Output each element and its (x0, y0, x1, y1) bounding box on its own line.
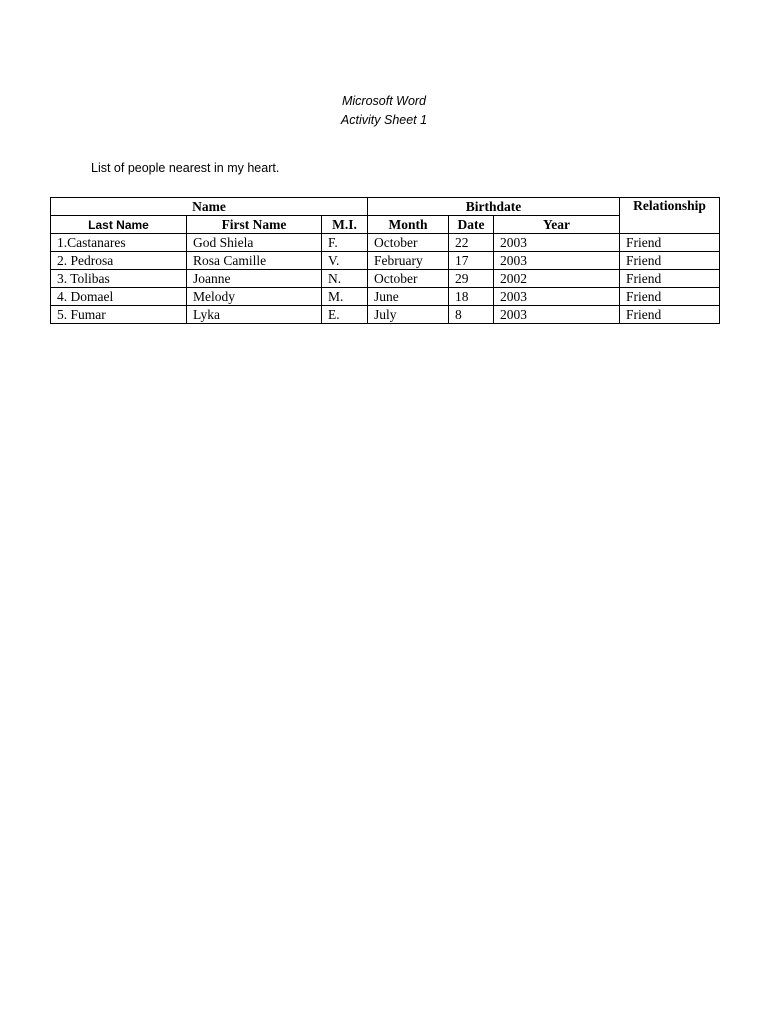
first-name-cell: God Shiela (187, 234, 322, 252)
relationship-cell: Friend (620, 288, 720, 306)
relationship-cell: Friend (620, 234, 720, 252)
month-cell: February (368, 252, 449, 270)
mi-header: M.I. (322, 216, 368, 234)
last-name-cell: 4. Domael (51, 288, 187, 306)
relationship-cell: Friend (620, 270, 720, 288)
year-cell: 2002 (494, 270, 620, 288)
last-name-header: Last Name (51, 216, 187, 234)
month-cell: June (368, 288, 449, 306)
table-row (51, 234, 720, 252)
relationship-header: Relationship (620, 198, 720, 234)
first-name-header: First Name (187, 216, 322, 234)
table-row (51, 270, 720, 288)
document-subtitle: Activity Sheet 1 (340, 113, 428, 127)
date-cell: 17 (449, 252, 494, 270)
relationship-cell: Friend (620, 252, 720, 270)
date-cell: 18 (449, 288, 494, 306)
month-cell: July (368, 306, 449, 324)
people-table (50, 197, 720, 324)
mi-cell: F. (322, 234, 368, 252)
date-cell: 22 (449, 234, 494, 252)
intro-text: List of people nearest in my heart. (91, 161, 280, 175)
year-cell: 2003 (494, 288, 620, 306)
mi-cell: V. (322, 252, 368, 270)
last-name-cell: 3. Tolibas (51, 270, 187, 288)
month-cell: October (368, 270, 449, 288)
document-title: Microsoft Word (341, 94, 427, 108)
mi-cell: N. (322, 270, 368, 288)
last-name-cell: 2. Pedrosa (51, 252, 187, 270)
year-cell: 2003 (494, 234, 620, 252)
table-row (51, 288, 720, 306)
group-header-row (51, 198, 720, 216)
first-name-cell: Melody (187, 288, 322, 306)
table-row (51, 306, 720, 324)
mi-cell: E. (322, 306, 368, 324)
column-header-row (51, 216, 720, 234)
year-header: Year (494, 216, 620, 234)
last-name-cell: 1.Castanares (51, 234, 187, 252)
date-cell: 29 (449, 270, 494, 288)
date-header: Date (449, 216, 494, 234)
name-group-header: Name (51, 198, 368, 216)
mi-cell: M. (322, 288, 368, 306)
first-name-cell: Rosa Camille (187, 252, 322, 270)
year-cell: 2003 (494, 306, 620, 324)
month-header: Month (368, 216, 449, 234)
date-cell: 8 (449, 306, 494, 324)
last-name-cell: 5. Fumar (51, 306, 187, 324)
month-cell: October (368, 234, 449, 252)
relationship-cell: Friend (620, 306, 720, 324)
birthdate-group-header: Birthdate (368, 198, 620, 216)
table-row (51, 252, 720, 270)
year-cell: 2003 (494, 252, 620, 270)
first-name-cell: Joanne (187, 270, 322, 288)
first-name-cell: Lyka (187, 306, 322, 324)
